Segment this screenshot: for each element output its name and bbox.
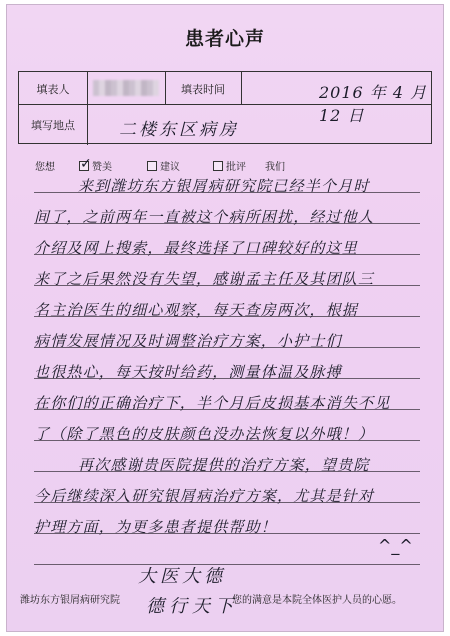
letter-line: 病情发展情况及时调整治疗方案，小护士们 [34,332,342,350]
ruled-line [34,564,420,565]
letter-line: 在你们的正确治疗下，半个月后皮损基本消失不见 [34,394,391,412]
opinion-label: 您想 [35,162,55,173]
place-value: 二楼东区病房 [119,120,239,140]
option-label: 赞美 [92,162,112,173]
option-us [265,158,285,173]
table-col-divider [87,72,88,145]
suggest-checkbox[interactable] [147,161,157,171]
place-label: 填写地点 [31,119,75,132]
footer-institute: 潍坊东方银屑病研究院 [20,595,120,606]
option-label: 批评 [226,162,246,173]
table-col-divider [241,72,242,104]
letter-line: 间了，之前两年一直被这个病所困扰，经过他人 [34,208,375,226]
check-icon: ✓ [80,155,92,172]
letter-line: 了（除了黑色的皮肤颜色没办法恢复以外哦！） [34,425,375,443]
option-suggest[interactable] [147,158,180,173]
criticize-checkbox[interactable] [213,161,223,171]
letter-line: 来了之后果然没有失望，感谢孟主任及其团队三 [34,270,375,288]
letter-line: 今后继续深入研究银屑病治疗方案，尤其是针对 [34,487,375,505]
option-praise[interactable] [79,155,112,173]
option-criticize[interactable] [213,158,246,173]
date-label: 填表时间 [181,83,225,96]
filler-label: 填表人 [36,83,70,96]
page-title: 患者心声 [184,28,265,50]
letter-line: 也很热心，每天按时给药，测量体温及脉搏 [34,363,342,381]
date-value: 2016 年 4 月 12 日 [319,83,428,125]
letter-line: 来到潍坊东方银屑病研究院已经半个月时 [78,177,370,195]
praise-checkbox[interactable] [79,155,92,172]
letter-line: 护理方面，为更多患者提供帮助！ [34,518,278,536]
smile-doodle: ^_^ [378,536,413,555]
footer-motto: 您的满意是本院全体医护人员的心愿。 [232,595,402,606]
info-table [18,71,432,144]
letter-line: 再次感谢贵医院提供的治疗方案，望贵院 [78,456,370,474]
letter-line: 名主治医生的细心观察，每天查房两次，根据 [34,301,359,319]
signature-line-1: 大医大德 [138,566,226,587]
signature-line-2: 德行天下 [146,596,238,617]
opinion-row [35,155,395,174]
option-label: 建议 [160,162,180,173]
letter-line: 介绍及网上搜索，最终选择了口碑较好的这里 [34,239,359,257]
option-label: 我们 [265,162,285,173]
filler-name-redacted [93,80,159,96]
